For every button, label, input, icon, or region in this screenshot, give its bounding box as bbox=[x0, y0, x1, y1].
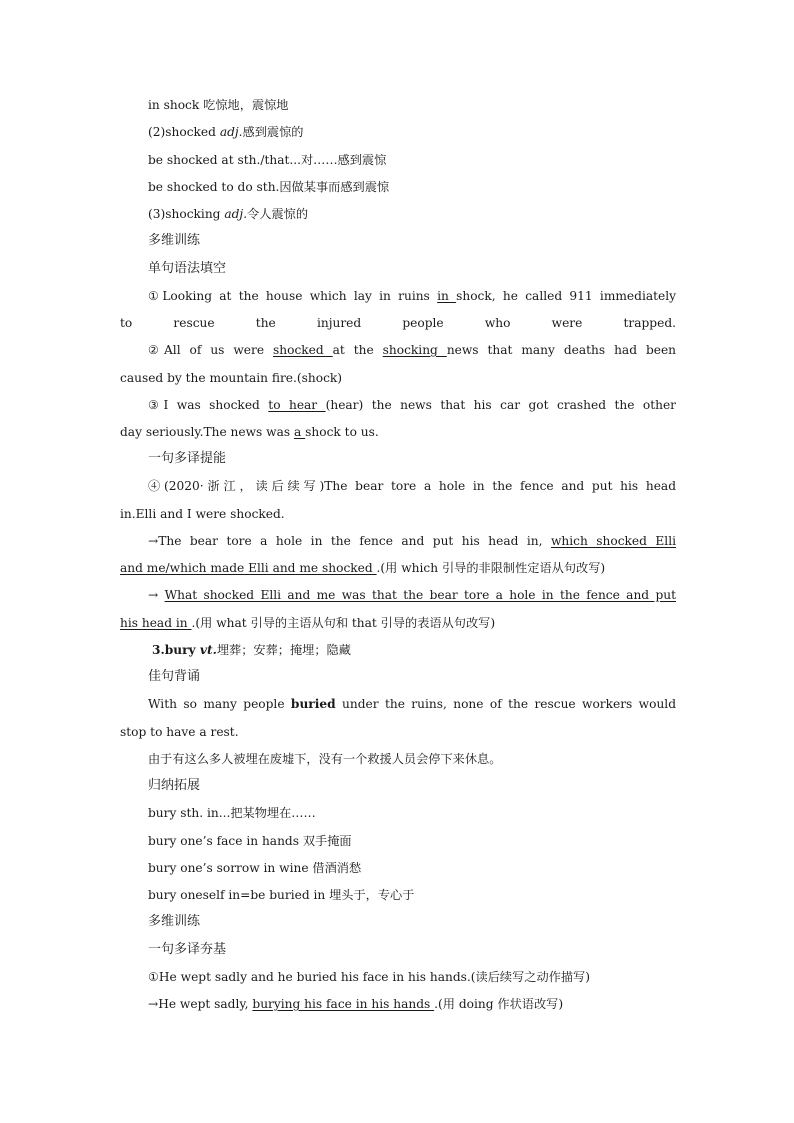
answer-blank: burying his face in his hands bbox=[252, 997, 435, 1011]
exercise-line: ④(2020·浙江，读后续写)The bear tore a hole in the fence and put his head bbox=[148, 479, 676, 493]
exercise-line: his head in .(用 what 引导的主语从句和 that 引导的表语从句改写) bbox=[120, 616, 496, 630]
exercise-line: →He wept sadly, burying his face in his hands .(用 doing 作状语改写) bbox=[148, 997, 564, 1011]
section-heading: 归纳拓展 bbox=[148, 778, 201, 793]
answer-blank: shocked bbox=[273, 343, 333, 357]
answer-blank: in bbox=[437, 289, 457, 303]
text-line: be shocked at sth./that...对……感到震惊 bbox=[148, 153, 387, 167]
phrase-item: bury oneself in=be buried in 埋头于，专心于 bbox=[148, 888, 415, 902]
word-entry-heading: 3.bury vt.埋葬；安葬；掩埋；隐藏 bbox=[152, 643, 351, 657]
exercise-line: day seriously.The news was a shock to us. bbox=[120, 425, 379, 439]
exercise-line: →The bear tore a hole in the fence and put his head in, which shocked Elli bbox=[148, 534, 676, 548]
phrase-item: bury sth. in...把某物埋在…… bbox=[148, 806, 316, 820]
phrase-item: bury one’s sorrow in wine 借酒消愁 bbox=[148, 861, 362, 875]
exercise-line: to rescue the injured people who were trapped. bbox=[120, 316, 676, 330]
section-heading: 一句多译提能 bbox=[148, 451, 227, 466]
answer-blank: to hear bbox=[268, 398, 326, 412]
answer-blank: and me/which made Elli and me shocked bbox=[120, 561, 377, 575]
section-heading: 多维训练 bbox=[148, 233, 201, 248]
example-sentence: With so many people buried under the ruins, none of the rescue workers would bbox=[148, 697, 676, 711]
answer-blank: which shocked Elli bbox=[550, 534, 676, 548]
section-heading: 佳句背诵 bbox=[148, 669, 201, 684]
exercise-line: ①Looking at the house which lay in ruins in shock, he called 911 immediately bbox=[148, 289, 676, 303]
answer-blank: What shocked Elli and me was that the bear tore a hole in the fence and put bbox=[164, 588, 676, 602]
exercise-line: and me/which made Elli and me shocked .(用 which 引导的非限制性定语从句改写) bbox=[120, 561, 606, 575]
answer-blank: shocking bbox=[382, 343, 447, 357]
exercise-line: ①He wept sadly and he buried his face in his hands.(读后续写之动作描写) bbox=[148, 970, 590, 984]
answer-blank: his head in bbox=[120, 616, 192, 630]
phrase-item: bury one’s face in hands 双手掩面 bbox=[148, 834, 352, 848]
exercise-line: in.Elli and I were shocked. bbox=[120, 507, 285, 521]
example-sentence: stop to have a rest. bbox=[120, 725, 239, 739]
translation: 由于有这么多人被埋在废墟下，没有一个救援人员会停下来休息。 bbox=[148, 752, 502, 766]
section-heading: 一句多译夯基 bbox=[148, 942, 227, 957]
text-line: in shock 吃惊地，震惊地 bbox=[148, 98, 289, 112]
section-heading: 多维训练 bbox=[148, 914, 201, 929]
text-line: (2)shocked adj.感到震惊的 bbox=[148, 125, 304, 139]
text-line: (3)shocking adj.令人震惊的 bbox=[148, 207, 309, 221]
exercise-line: ③I was shocked to hear (hear) the news that his car got crashed the other bbox=[148, 398, 677, 412]
exercise-line: caused by the mountain fire.(shock) bbox=[120, 371, 343, 385]
exercise-line: → What shocked Elli and me was that the bear tore a hole in the fence and put bbox=[148, 588, 676, 602]
text-line: be shocked to do sth.因做某事而感到震惊 bbox=[148, 180, 390, 194]
exercise-line: ②All of us were shocked at the shocking news that many deaths had been bbox=[148, 343, 677, 357]
section-heading: 单句语法填空 bbox=[148, 261, 227, 276]
answer-blank: a bbox=[294, 425, 306, 439]
